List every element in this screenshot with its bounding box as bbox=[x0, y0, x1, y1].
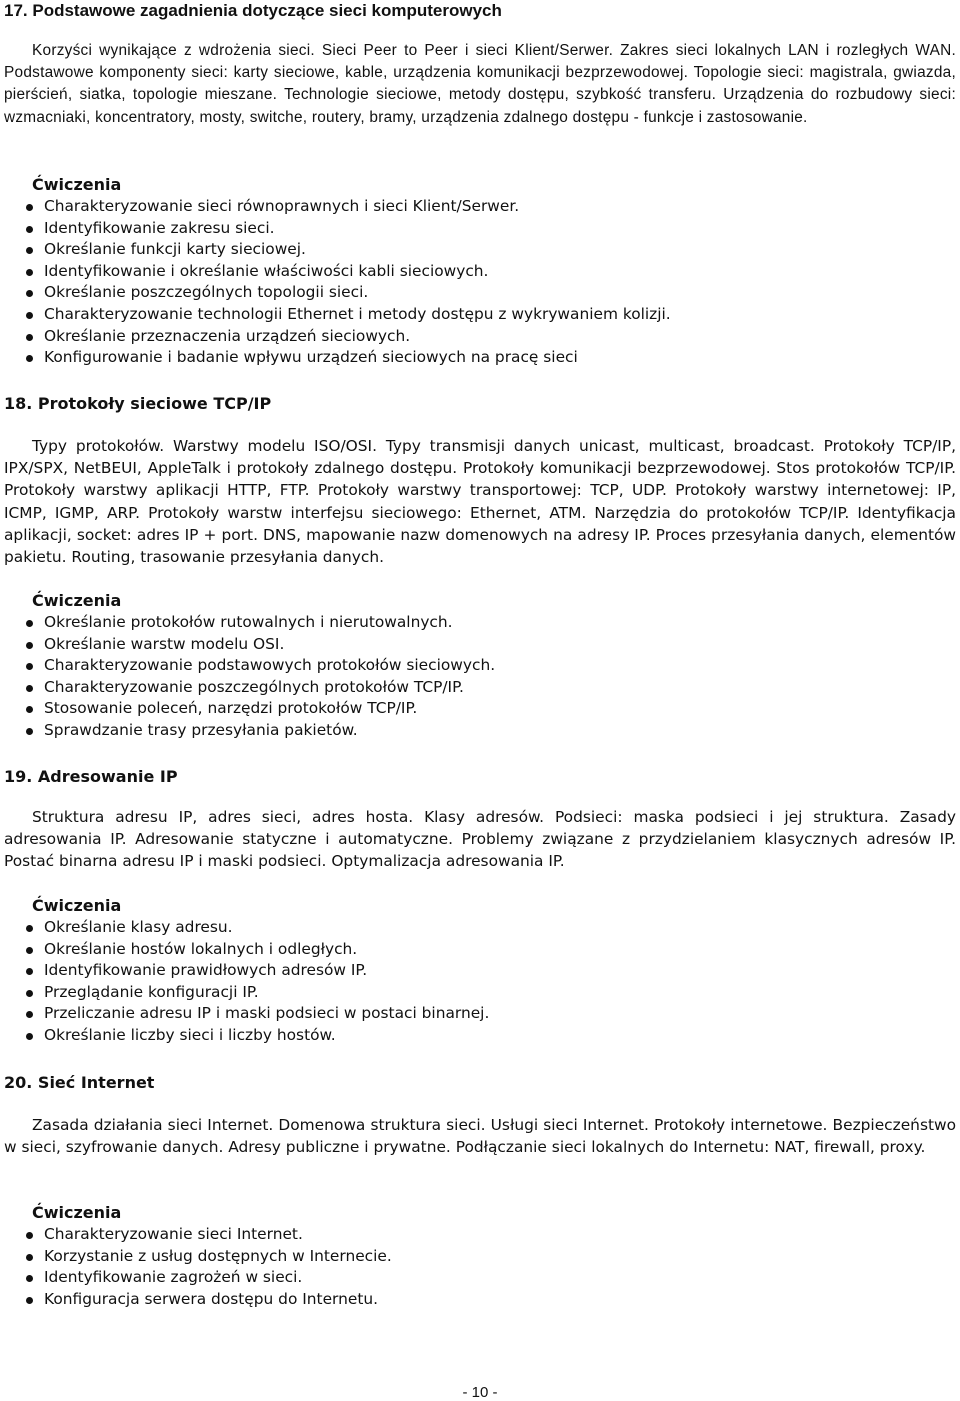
section-title: 18. Protokoły sieciowe TCP/IP bbox=[4, 394, 272, 413]
bullet-icon bbox=[26, 728, 33, 735]
list-item: Identyfikowanie i określanie właściwości kabli sieciowych. bbox=[24, 261, 956, 283]
list-item: Określanie protokołów rutowalnych i nierutowalnych. bbox=[24, 612, 956, 634]
bullet-icon bbox=[26, 685, 33, 692]
list-item: Konfigurowanie i badanie wpływu urządzeń sieciowych na pracę sieci bbox=[24, 347, 956, 369]
bullet-icon bbox=[26, 226, 33, 233]
section-title: 20. Sieć Internet bbox=[4, 1073, 155, 1092]
bullet-icon bbox=[26, 706, 33, 713]
list-item: Przeglądanie konfiguracji IP. bbox=[24, 982, 956, 1004]
section-title: 17. Podstawowe zagadnienia dotyczące sieci komputerowych bbox=[4, 1, 502, 20]
bullet-icon bbox=[26, 663, 33, 670]
exercises-list bbox=[4, 612, 956, 742]
bullet-icon bbox=[26, 990, 33, 997]
section-17 bbox=[4, 0, 956, 367]
list-item: Identyfikowanie prawidłowych adresów IP. bbox=[24, 960, 956, 982]
bullet-icon bbox=[26, 355, 33, 362]
section-paragraph: Korzyści wynikające z wdrożenia sieci. Sieci Peer to Peer i sieci Klient/Serwer. Zakres sieci lokalnych LAN i rozległych WAN. Podstawowe komponenty sieci: karty sieciowe, kable, urządzenia komunikacji bezprzewodowej. Topologie sieci: magistrala, gwiazda, pierścień, siatka, topologie mieszane. Technologie sieciowe, metody dostępu, szybkość transferu. Urządzenia do rozbudowy sieci: wzmacniaki, koncentratory, mosty, switche, routery, bramy, urządzenia zdalnego dostępu - funkcje i zastosowanie. bbox=[4, 42, 956, 126]
exercises-heading: Ćwiczenia bbox=[32, 591, 122, 610]
bullet-icon bbox=[26, 1254, 33, 1261]
bullet-icon bbox=[26, 642, 33, 649]
list-item: Określanie poszczególnych topologii sieci. bbox=[24, 282, 956, 304]
list-item: Korzystanie z usług dostępnych w Internecie. bbox=[24, 1246, 956, 1268]
section-18 bbox=[4, 393, 956, 739]
list-item: Określanie funkcji karty sieciowej. bbox=[24, 239, 956, 261]
bullet-icon bbox=[26, 334, 33, 341]
list-item: Charakteryzowanie poszczególnych protokołów TCP/IP. bbox=[24, 677, 956, 699]
bullet-icon bbox=[26, 925, 33, 932]
exercises-heading: Ćwiczenia bbox=[32, 175, 122, 194]
bullet-icon bbox=[26, 204, 33, 211]
exercises-list bbox=[4, 196, 956, 369]
list-item: Przeliczanie adresu IP i maski podsieci w postaci binarnej. bbox=[24, 1003, 956, 1025]
exercises-list bbox=[4, 917, 956, 1047]
list-item: Określanie liczby sieci i liczby hostów. bbox=[24, 1025, 956, 1047]
list-item: Charakteryzowanie sieci równoprawnych i sieci Klient/Serwer. bbox=[24, 196, 956, 218]
list-item: Charakteryzowanie technologii Ethernet i metody dostępu z wykrywaniem kolizji. bbox=[24, 304, 956, 326]
bullet-icon bbox=[26, 947, 33, 954]
bullet-icon bbox=[26, 1011, 33, 1018]
list-item: Sprawdzanie trasy przesyłania pakietów. bbox=[24, 720, 956, 742]
list-item: Charakteryzowanie podstawowych protokołów sieciowych. bbox=[24, 655, 956, 677]
section-19 bbox=[4, 766, 956, 1044]
section-20 bbox=[4, 1072, 956, 1308]
list-item: Identyfikowanie zagrożeń w sieci. bbox=[24, 1267, 956, 1289]
page-number: - 10 - bbox=[462, 1384, 498, 1401]
section-paragraph: Struktura adresu IP, adres sieci, adres hosta. Klasy adresów. Podsieci: maska podsieci i jej struktura. Zasady adresowania IP. Adresowanie statyczne i automatyczne. Problemy związane z przydzielaniem klasycznych adresów IP. Postać binarna adresu IP i maski podsieci. Optymalizacja adresowania IP. bbox=[4, 808, 956, 871]
bullet-icon bbox=[26, 1033, 33, 1040]
list-item: Stosowanie poleceń, narzędzi protokołów TCP/IP. bbox=[24, 698, 956, 720]
list-item: Określanie klasy adresu. bbox=[24, 917, 956, 939]
list-item: Konfiguracja serwera dostępu do Internetu. bbox=[24, 1289, 956, 1311]
list-item: Charakteryzowanie sieci Internet. bbox=[24, 1224, 956, 1246]
list-item: Określanie warstw modelu OSI. bbox=[24, 634, 956, 656]
exercises-heading: Ćwiczenia bbox=[32, 1203, 122, 1222]
bullet-icon bbox=[26, 290, 33, 297]
list-item: Określanie przeznaczenia urządzeń sieciowych. bbox=[24, 326, 956, 348]
section-title: 19. Adresowanie IP bbox=[4, 767, 178, 786]
bullet-icon bbox=[26, 620, 33, 627]
bullet-icon bbox=[26, 1275, 33, 1282]
section-paragraph: Typy protokołów. Warstwy modelu ISO/OSI. Typy transmisji danych unicast, multicast, broadcast. Protokoły TCP/IP, IPX/SPX, NetBEUI, AppleTalk i protokoły zdalnego dostępu. Protokoły komunikacji bezprzewodowej. Stos protokołów TCP/IP. Protokoły warstwy aplikacji HTTP, FTP. Protokoły warstwy transportowej: TCP, UDP. Protokoły warstwy internetowej: IP, ICMP, IGMP, ARP. Protokoły warstw interfejsu sieciowego: Ethernet, ATM. Narzędzia do protokołów TCP/IP. Identyfikacja aplikacji, socket: adres IP + port. DNS, mapowanie nazw domenowych na adresy IP. Proces przesyłania danych, elementów pakietu. Routing, trasowanie przesyłania danych. bbox=[4, 437, 956, 567]
bullet-icon bbox=[26, 1232, 33, 1239]
bullet-icon bbox=[26, 1297, 33, 1304]
bullet-icon bbox=[26, 269, 33, 276]
section-paragraph: Zasada działania sieci Internet. Domenowa struktura sieci. Usługi sieci Internet. Protokoły internetowe. Bezpieczeństwo w sieci, szyfrowanie danych. Adresy publiczne i prywatne. Podłączanie sieci lokalnych do Internetu: NAT, firewall, proxy. bbox=[4, 1116, 956, 1157]
exercises-list bbox=[4, 1224, 956, 1310]
list-item: Identyfikowanie zakresu sieci. bbox=[24, 218, 956, 240]
bullet-icon bbox=[26, 247, 33, 254]
list-item: Określanie hostów lokalnych i odległych. bbox=[24, 939, 956, 961]
bullet-icon bbox=[26, 968, 33, 975]
exercises-heading: Ćwiczenia bbox=[32, 896, 122, 915]
bullet-icon bbox=[26, 312, 33, 319]
